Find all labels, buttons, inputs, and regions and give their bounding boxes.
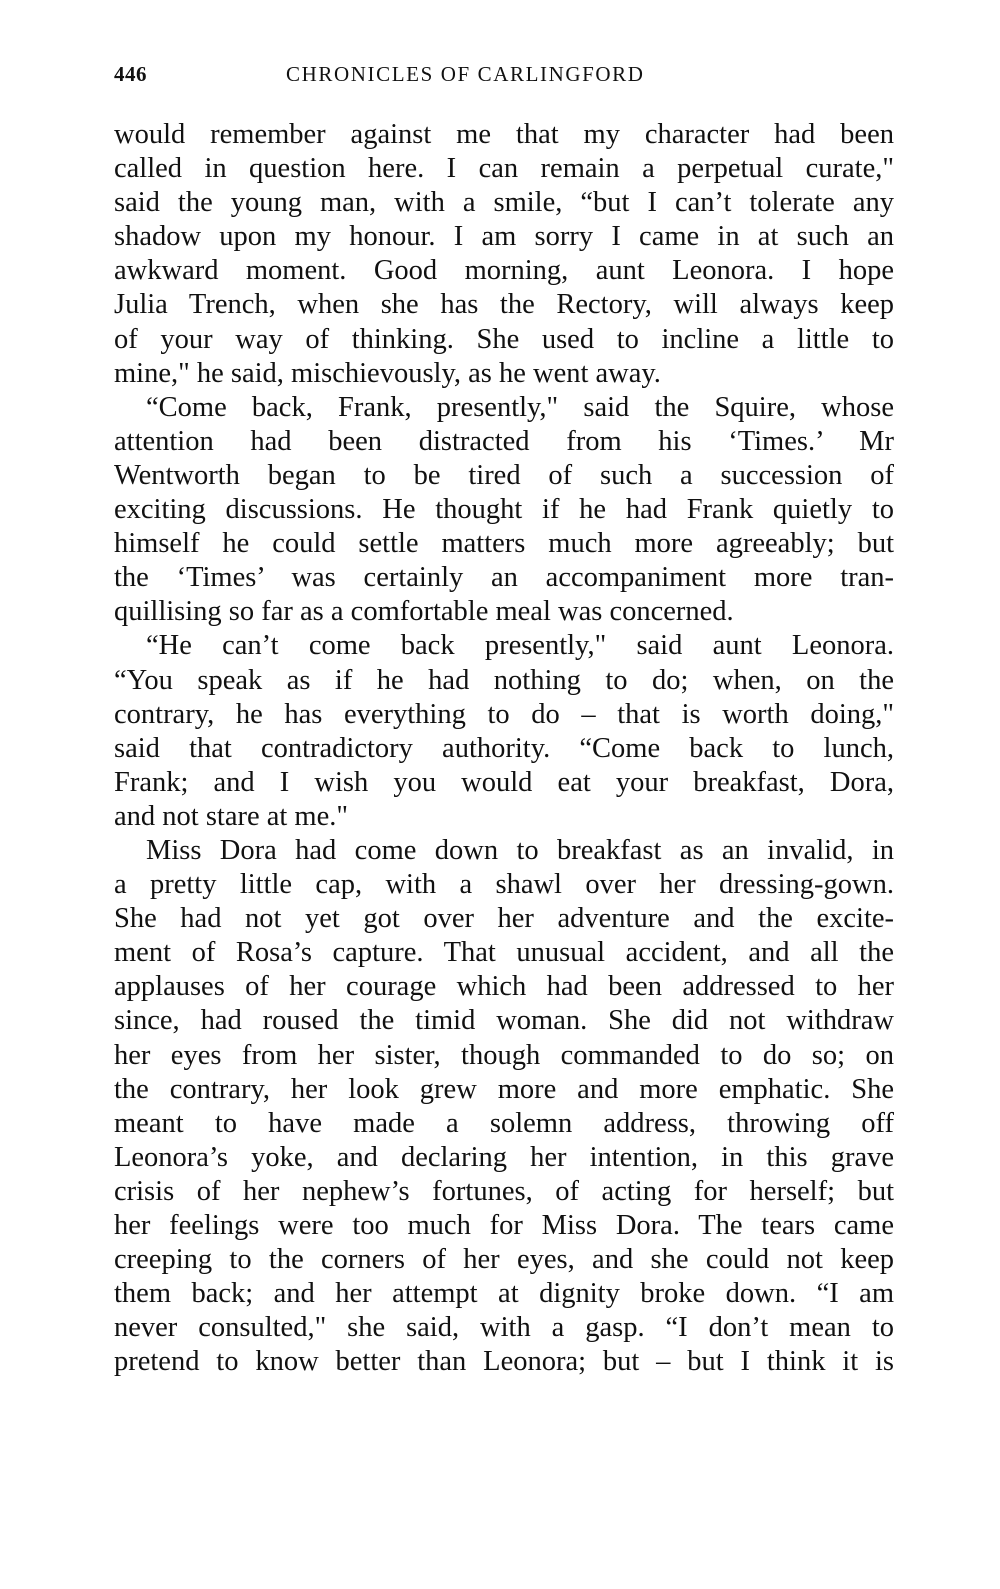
text-line: called in question here. I can remain a perpetual curate,": [114, 153, 894, 185]
text-line: Frank; and I wish you would eat your breakfast, Dora,: [114, 766, 894, 798]
text-line: himself he could settle matters much more agreeably; but: [114, 528, 894, 560]
text-line: crisis of her nephew’s fortunes, of acting for herself; but: [114, 1175, 894, 1207]
body-text: [114, 118, 894, 1379]
text-line: meant to have made a solemn address, throwing off: [114, 1107, 894, 1139]
text-line: attention had been distracted from his ‘Times.’ Mr: [114, 425, 894, 457]
text-line: quillising so far as a comfortable meal was concerned.: [114, 596, 734, 628]
text-line: said the young man, with a smile, “but I can’t tolerate any: [114, 187, 894, 219]
text-line: awkward moment. Good morning, aunt Leonora. I hope: [114, 255, 894, 287]
text-line: Julia Trench, when she has the Rectory, will always keep: [114, 289, 894, 321]
text-line: pretend to know better than Leonora; but – but I think it is: [114, 1346, 894, 1378]
text-line: would remember against me that my character had been: [114, 119, 894, 150]
text-line: “Come back, Frank, presently," said the Squire, whose: [146, 391, 894, 423]
text-line: her feelings were too much for Miss Dora. The tears came: [114, 1210, 894, 1241]
page-header: [114, 62, 894, 92]
text-line: “He can’t come back presently," said aunt Leonora.: [146, 630, 894, 662]
running-title: CHRONICLES OF CARLINGFORD: [286, 62, 645, 86]
text-line: said that contradictory authority. “Come back to lunch,: [114, 732, 894, 764]
text-line: the ‘Times’ was certainly an accompaniment more tran-: [114, 562, 894, 594]
text-line: She had not yet got over her adventure and the excite-: [114, 903, 894, 935]
text-line: “You speak as if he had nothing to do; when, on the: [114, 664, 894, 696]
text-line: Wentworth began to be tired of such a succession of: [114, 459, 894, 491]
page-number: 446: [114, 62, 147, 86]
text-line: the contrary, her look grew more and more emphatic. She: [114, 1073, 894, 1105]
text-line: Leonora’s yoke, and declaring her intention, in this grave: [114, 1141, 894, 1173]
text-line: since, had roused the timid woman. She did not withdraw: [114, 1005, 894, 1037]
text-line: mine," he said, mischievously, as he went away.: [114, 357, 661, 389]
text-line: exciting discussions. He thought if he had Frank quietly to: [114, 494, 894, 526]
text-line: contrary, he has everything to do – that is worth doing,": [114, 698, 894, 730]
text-line: shadow upon my honour. I am sorry I came in at such an: [114, 221, 894, 253]
text-line: Miss Dora had come down to breakfast as an invalid, in: [146, 834, 894, 866]
text-line: and not stare at me.": [114, 800, 349, 832]
text-line: applauses of her courage which had been addressed to her: [114, 971, 894, 1003]
text-line: a pretty little cap, with a shawl over her dressing-gown.: [114, 869, 894, 901]
text-line: her eyes from her sister, though commanded to do so; on: [114, 1039, 894, 1071]
text-line: of your way of thinking. She used to incline a little to: [114, 323, 894, 355]
text-line: creeping to the corners of her eyes, and she could not keep: [114, 1244, 894, 1276]
text-line: never consulted," she said, with a gasp. “I don’t mean to: [114, 1312, 894, 1344]
text-line: ment of Rosa’s capture. That unusual accident, and all the: [114, 937, 894, 969]
text-line: them back; and her attempt at dignity broke down. “I am: [114, 1278, 894, 1310]
